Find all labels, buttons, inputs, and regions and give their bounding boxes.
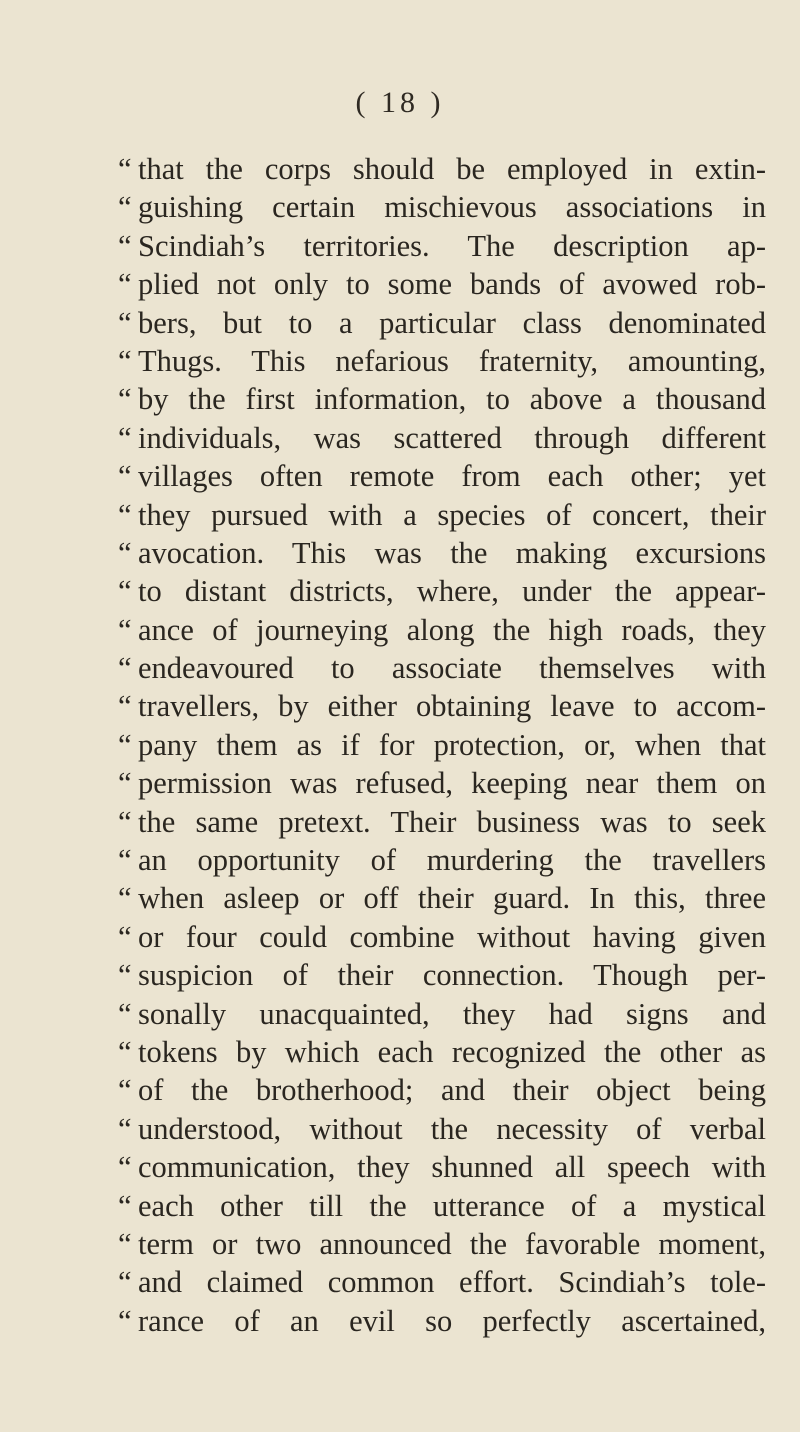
- quote-mark: “: [118, 1303, 132, 1338]
- quote-mark: “: [118, 1226, 132, 1261]
- text-line: [118, 419, 766, 457]
- quote-mark: “: [118, 574, 132, 609]
- text-line: [118, 764, 766, 802]
- line-text: villages often remote from each other; yet: [138, 459, 766, 494]
- line-text: understood, without the necessity of verbal: [138, 1111, 766, 1146]
- line-text: travellers, by either obtaining leave to accom-: [138, 689, 766, 724]
- quote-mark: “: [118, 228, 132, 263]
- quote-mark: “: [118, 1265, 132, 1300]
- text-line: [118, 1071, 766, 1109]
- line-text: pany them as if for protection, or, when that: [138, 727, 766, 762]
- quote-mark: “: [118, 1150, 132, 1185]
- text-line: [118, 841, 766, 879]
- quote-mark: “: [118, 1034, 132, 1069]
- text-line: [118, 227, 766, 265]
- line-text: bers, but to a particular class denominated: [138, 305, 766, 340]
- line-text: of the brotherhood; and their object being: [138, 1073, 766, 1108]
- line-text: plied not only to some bands of avowed rob-: [138, 267, 766, 302]
- text-line: [118, 188, 766, 226]
- line-text: permission was refused, keeping near them on: [138, 766, 766, 801]
- quote-mark: “: [118, 843, 132, 878]
- quote-mark: “: [118, 420, 132, 455]
- quote-mark: “: [118, 190, 132, 225]
- line-text: individuals, was scattered through different: [138, 420, 766, 455]
- quote-mark: “: [118, 804, 132, 839]
- line-text: Scindiah’s territories. The description ap-: [138, 228, 766, 263]
- text-line: [118, 879, 766, 917]
- text-line: [118, 918, 766, 956]
- line-text: avocation. This was the making excursions: [138, 535, 766, 570]
- line-text: they pursued with a species of concert, their: [138, 497, 766, 532]
- line-text: tokens by which each recognized the other as: [138, 1034, 766, 1069]
- line-text: each other till the utterance of a mystical: [138, 1188, 766, 1223]
- text-line: [118, 611, 766, 649]
- line-text: endeavoured to associate themselves with: [138, 651, 766, 686]
- line-text: sonally unacquainted, they had signs and: [138, 996, 766, 1031]
- quote-mark: “: [118, 535, 132, 570]
- line-text: ance of journeying along the high roads, they: [138, 612, 766, 647]
- text-line: [118, 1110, 766, 1148]
- body-text: [118, 150, 766, 1340]
- quote-mark: “: [118, 267, 132, 302]
- quote-mark: “: [118, 1188, 132, 1223]
- quote-mark: “: [118, 343, 132, 378]
- text-line: [118, 496, 766, 534]
- quote-mark: “: [118, 1111, 132, 1146]
- quote-mark: “: [118, 1073, 132, 1108]
- text-line: [118, 572, 766, 610]
- line-text: that the corps should be employed in extin-: [138, 152, 766, 186]
- quote-mark: “: [118, 497, 132, 532]
- text-line: [118, 995, 766, 1033]
- quote-mark: “: [118, 689, 132, 724]
- quote-mark: “: [118, 766, 132, 801]
- quote-mark: “: [118, 305, 132, 340]
- line-text: and claimed common effort. Scindiah’s tole-: [138, 1265, 766, 1300]
- line-text: communication, they shunned all speech with: [138, 1150, 766, 1185]
- line-text: by the first information, to above a thousand: [138, 382, 766, 417]
- quote-mark: “: [118, 919, 132, 954]
- text-line: [118, 956, 766, 994]
- quote-mark: “: [118, 958, 132, 993]
- line-text: rance of an evil so perfectly ascertained,: [138, 1303, 766, 1338]
- text-line: [118, 726, 766, 764]
- text-line: [118, 457, 766, 495]
- text-line: [118, 304, 766, 342]
- line-text: to distant districts, where, under the appear-: [138, 574, 766, 609]
- text-line: [118, 1225, 766, 1263]
- text-line: [118, 687, 766, 725]
- quote-mark: “: [118, 612, 132, 647]
- line-text: guishing certain mischievous associations in: [138, 190, 766, 225]
- text-line: [118, 380, 766, 418]
- line-text: or four could combine without having given: [138, 919, 766, 954]
- line-text: the same pretext. Their business was to seek: [138, 804, 766, 839]
- quote-mark: “: [118, 996, 132, 1031]
- text-line: [118, 1187, 766, 1225]
- text-line: [118, 1148, 766, 1186]
- quote-mark: “: [118, 881, 132, 916]
- text-line: [118, 803, 766, 841]
- quote-mark: “: [118, 382, 132, 417]
- text-line: [118, 1033, 766, 1071]
- text-line: [118, 265, 766, 303]
- quote-mark: “: [118, 727, 132, 762]
- text-line: [118, 342, 766, 380]
- text-line: [118, 534, 766, 572]
- quote-mark: “: [118, 651, 132, 686]
- text-line: [118, 150, 766, 188]
- text-line: [118, 1302, 766, 1340]
- quote-mark: “: [118, 459, 132, 494]
- line-text: an opportunity of murdering the travellers: [138, 843, 766, 878]
- line-text: suspicion of their connection. Though per-: [138, 958, 766, 993]
- quote-mark: “: [118, 152, 132, 186]
- text-line: [118, 1263, 766, 1301]
- line-text: term or two announced the favorable moment,: [138, 1226, 766, 1261]
- line-text: Thugs. This nefarious fraternity, amounting,: [138, 343, 766, 378]
- text-line: [118, 649, 766, 687]
- line-text: when asleep or off their guard. In this, three: [138, 881, 766, 916]
- page-number: ( 18 ): [355, 86, 445, 119]
